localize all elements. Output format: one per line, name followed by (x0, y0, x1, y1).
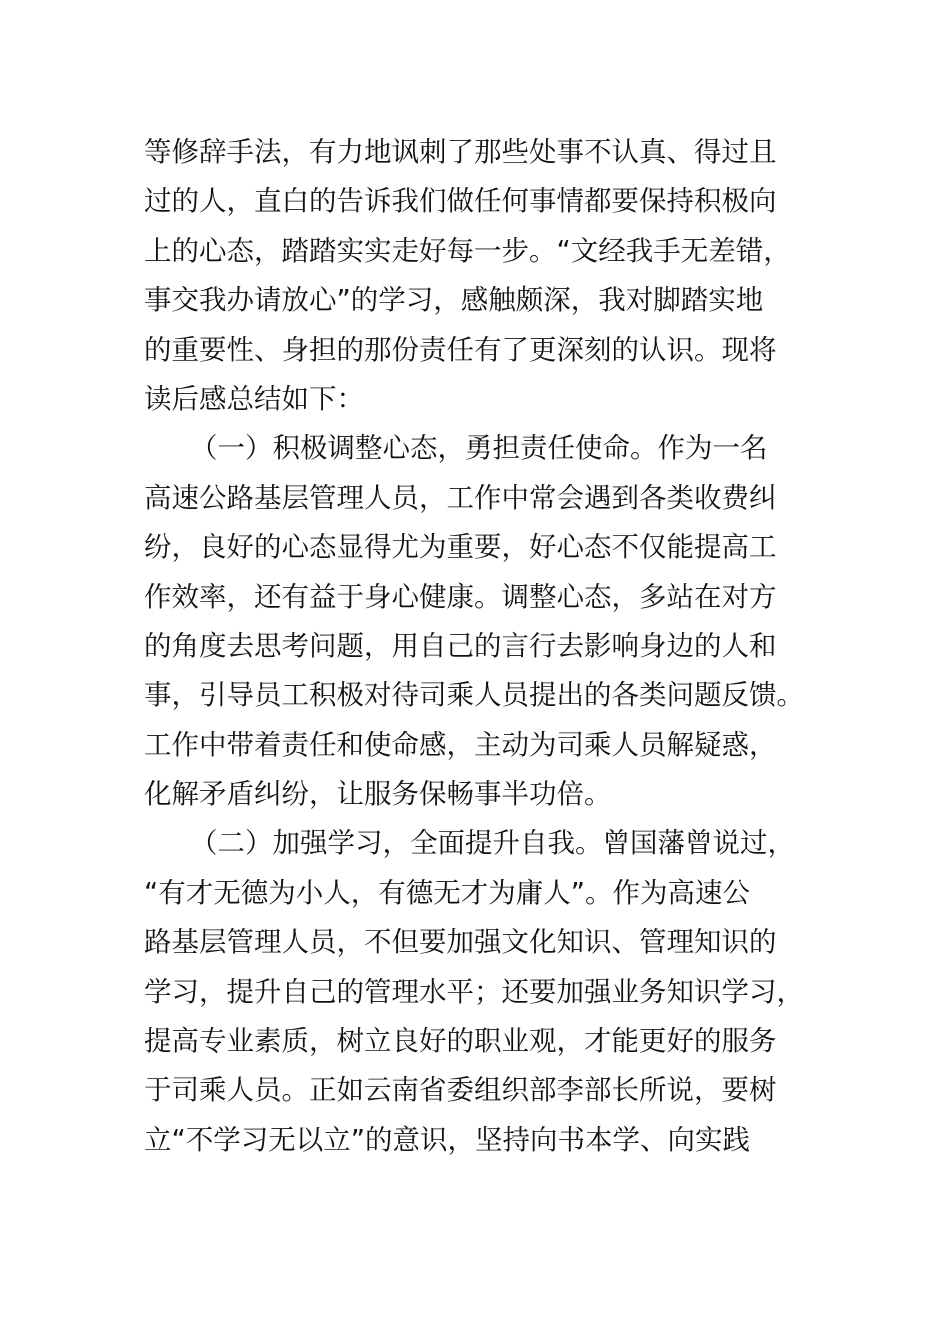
text-line: 上的心态，踏踏实实走好每一步。“文经我手无差错， (144, 234, 791, 267)
text-line: “有才无德为小人，有德无才为庸人”。作为高速公 (144, 876, 750, 909)
text-line: 等修辞手法，有力地讽刺了那些处事不认真、得过且 (144, 136, 777, 168)
text-line: 作效率，还有益于身心健康。调整心态，多站在对方 (144, 580, 777, 613)
text-line: 提高专业素质，树立良好的职业观，才能更好的服务 (144, 1025, 777, 1058)
text-line: 立“不学习无以立”的意识，坚持向书本学、向实践 (144, 1123, 750, 1156)
text-line: 化解矛盾纠纷，让服务保畅事半功倍。 (144, 778, 612, 811)
text-line: 工作中带着责任和使命感，主动为司乘人员解疑惑， (144, 728, 777, 761)
text-line: 于司乘人员。正如云南省委组织部李部长所说，要树 (144, 1074, 777, 1107)
text-line: 过的人，直白的告诉我们做任何事情都要保持积极向 (144, 185, 777, 218)
text-line: 的角度去思考问题，用自己的言行去影响身边的人和 (144, 629, 777, 662)
paragraph-intro (144, 128, 824, 424)
text-line: （二）加强学习，全面提升自我。曾国藩曾说过， (190, 827, 795, 860)
paragraph-section-2 (144, 819, 824, 1165)
paragraph-section-1 (144, 424, 824, 819)
text-line: 学习，提升自己的管理水平；还要加强业务知识学习， (144, 975, 804, 1008)
body-text (144, 128, 824, 1165)
text-line: 事，引导员工积极对待司乘人员提出的各类问题反馈。 (144, 679, 804, 712)
text-line: 读后感总结如下： (144, 382, 364, 415)
text-line: 事交我办请放心”的学习，感触颇深，我对脚踏实地 (144, 284, 764, 317)
text-line: 路基层管理人员，不但要加强文化知识、管理知识的 (144, 926, 777, 959)
text-line: 纷，良好的心态显得尤为重要，好心态不仅能提高工 (144, 531, 777, 564)
text-line: 的重要性、身担的那份责任有了更深刻的认识。现将 (144, 333, 777, 366)
text-line: （一）积极调整心态，勇担责任使命。作为一名 (190, 432, 768, 465)
text-line: 高速公路基层管理人员，工作中常会遇到各类收费纠 (144, 481, 777, 514)
